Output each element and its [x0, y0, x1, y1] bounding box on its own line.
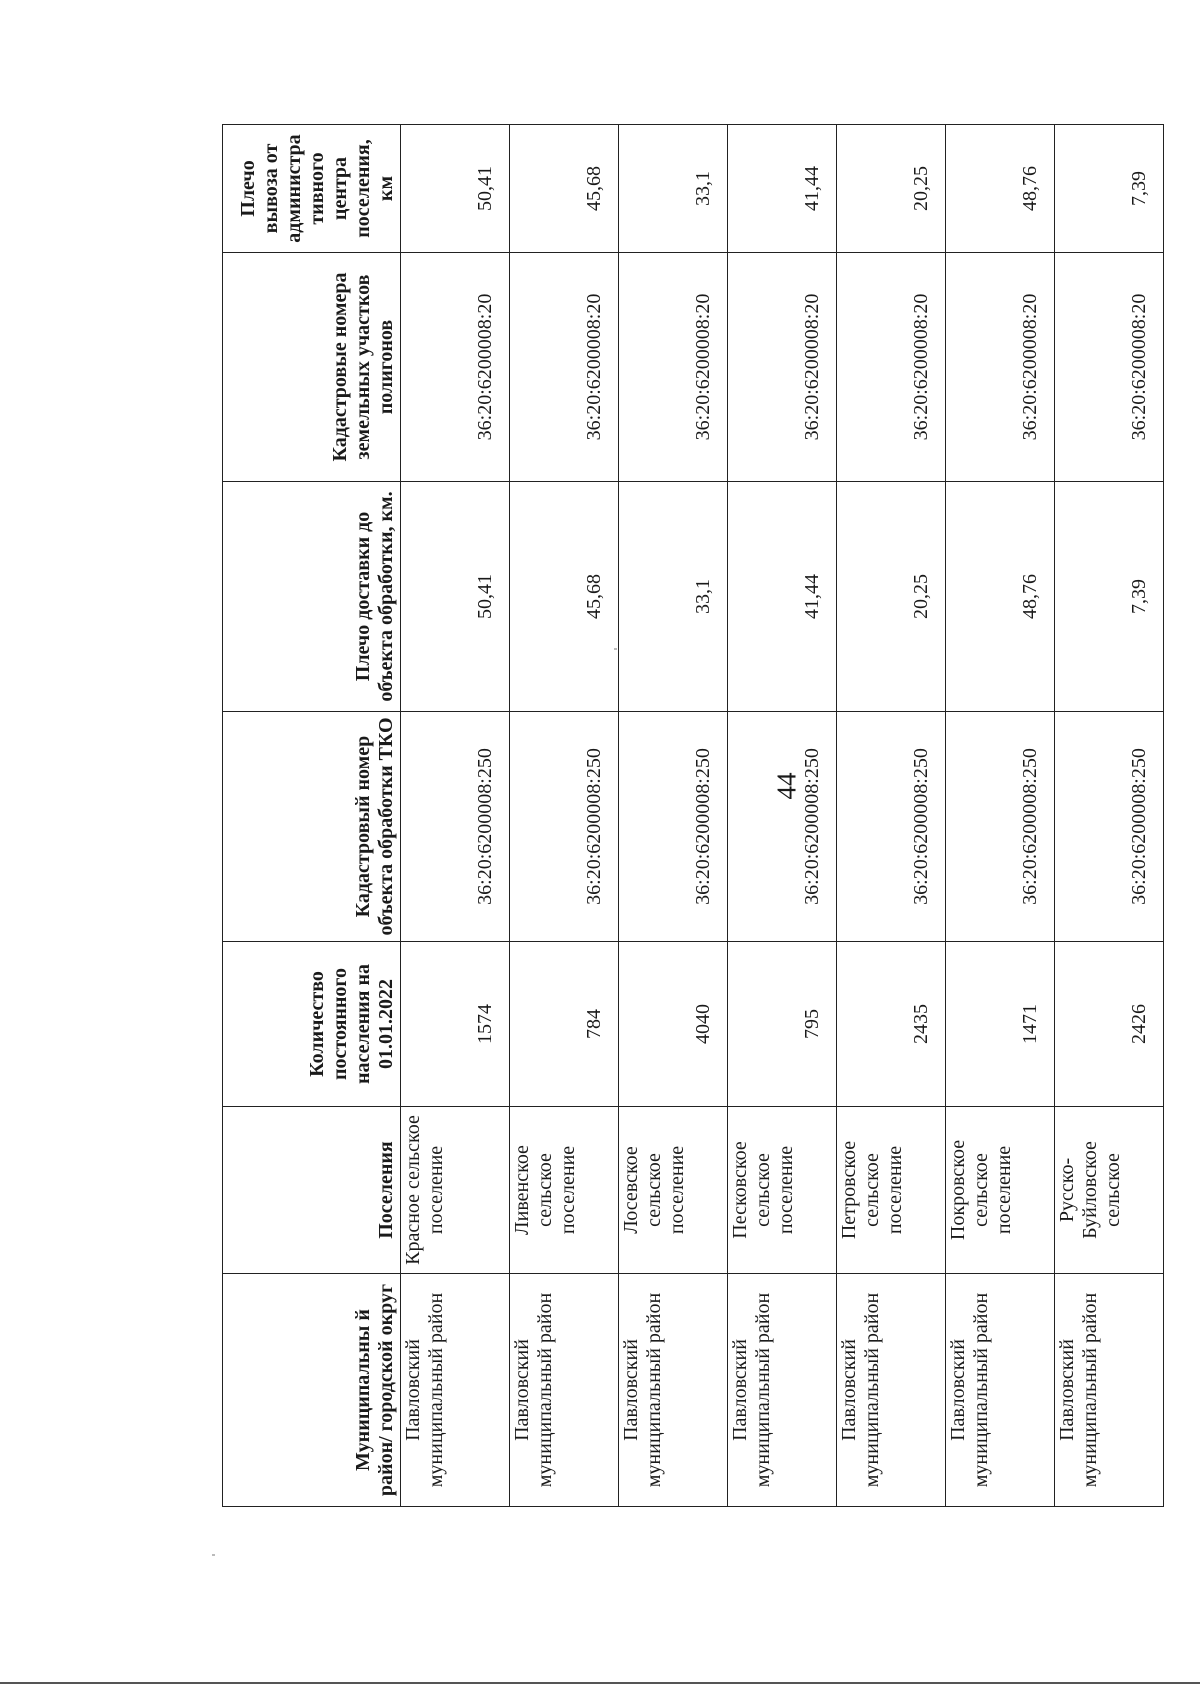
cell-landfill-cadastral: 36:20:6200008:20 — [728, 253, 837, 482]
header-landfill-cadastral: Кадастровые номера земельных участков полигонов — [223, 253, 401, 482]
cell-export-distance: 20,25 — [837, 125, 946, 253]
cell-population: 795 — [728, 942, 837, 1107]
cell-population: 2426 — [1055, 942, 1164, 1107]
cell-landfill-cadastral: 36:20:6200008:20 — [510, 253, 619, 482]
cell-export-distance: 33,1 — [619, 125, 728, 253]
cell-settlement: Песковское сельское поселение — [728, 1107, 837, 1274]
header-delivery-distance: Плечо доставки до объекта обработки, км. — [223, 482, 401, 712]
header-processing-cadastral: Кадастровый номер объекта обработки ТКО — [223, 712, 401, 942]
cell-landfill-cadastral: 36:20:6200008:20 — [837, 253, 946, 482]
table-row — [1055, 125, 1164, 1507]
cell-export-distance: 41,44 — [728, 125, 837, 253]
cell-export-distance: 7,39 — [1055, 125, 1164, 253]
cell-municipality: Павловский муниципальный район — [510, 1274, 619, 1507]
cell-settlement: Русско-Буйловское сельское — [1055, 1107, 1164, 1274]
cell-delivery-distance: 7,39 — [1055, 482, 1164, 712]
cell-municipality: Павловский муниципальный район — [728, 1274, 837, 1507]
cell-landfill-cadastral: 36:20:6200008:20 — [946, 253, 1055, 482]
cell-municipality: Павловский муниципальный район — [946, 1274, 1055, 1507]
cell-processing-cadastral: 36:20:6200008:250 — [510, 712, 619, 942]
table-row — [401, 125, 510, 1507]
cell-landfill-cadastral: 36:20:6200008:20 — [619, 253, 728, 482]
table-row — [837, 125, 946, 1507]
cell-delivery-distance: 45,68 — [510, 482, 619, 712]
cell-processing-cadastral: 36:20:6200008:250 — [946, 712, 1055, 942]
cell-delivery-distance: 48,76 — [946, 482, 1055, 712]
cell-settlement: Лосевское сельское поселение — [619, 1107, 728, 1274]
scan-speck — [614, 648, 617, 650]
cell-population: 2435 — [837, 942, 946, 1107]
cell-processing-cadastral: 36:20:6200008:250 — [1055, 712, 1164, 942]
cell-export-distance: 48,76 — [946, 125, 1055, 253]
header-municipality: Муниципальны й район/ городской округ — [223, 1274, 401, 1507]
cell-population: 1471 — [946, 942, 1055, 1107]
scan-speck — [212, 1554, 215, 1556]
table-row — [946, 125, 1055, 1507]
cell-population: 1574 — [401, 942, 510, 1107]
cell-population: 4040 — [619, 942, 728, 1107]
cell-landfill-cadastral: 36:20:6200008:20 — [401, 253, 510, 482]
scan-edge-line — [0, 1682, 1200, 1684]
table-row — [619, 125, 728, 1507]
cell-export-distance: 50,41 — [401, 125, 510, 253]
table-container — [222, 125, 1150, 1507]
cell-population: 784 — [510, 942, 619, 1107]
cell-processing-cadastral: 36:20:6200008:250 — [728, 712, 837, 942]
cell-delivery-distance: 20,25 — [837, 482, 946, 712]
cell-processing-cadastral: 36:20:6200008:250 — [401, 712, 510, 942]
cell-municipality: Павловский муниципальный район — [401, 1274, 510, 1507]
cell-municipality: Павловский муниципальный район — [619, 1274, 728, 1507]
header-population: Количество постоянного населения на 01.01.2022 — [223, 942, 401, 1107]
cell-delivery-distance: 33,1 — [619, 482, 728, 712]
cell-settlement: Петровское сельское поселение — [837, 1107, 946, 1274]
cell-settlement: Красное сельское поселение — [401, 1107, 510, 1274]
cell-processing-cadastral: 36:20:6200008:250 — [837, 712, 946, 942]
cell-settlement: Ливенское сельское поселение — [510, 1107, 619, 1274]
cell-processing-cadastral: 36:20:6200008:250 — [619, 712, 728, 942]
cell-export-distance: 45,68 — [510, 125, 619, 253]
cell-delivery-distance: 50,41 — [401, 482, 510, 712]
cell-landfill-cadastral: 36:20:6200008:20 — [1055, 253, 1164, 482]
cell-municipality: Павловский муниципальный район — [1055, 1274, 1164, 1507]
table-row — [728, 125, 837, 1507]
page-number: 44 — [771, 772, 802, 800]
cell-delivery-distance: 41,44 — [728, 482, 837, 712]
cell-municipality: Павловский муниципальный район — [837, 1274, 946, 1507]
table-row — [510, 125, 619, 1507]
header-settlement: Поселения — [223, 1107, 401, 1274]
cell-settlement: Покровское сельское поселение — [946, 1107, 1055, 1274]
table-header-row — [223, 125, 401, 1507]
settlements-table — [222, 124, 1164, 1507]
header-export-distance: Плечо вывоза от администра тивного центра поселения, км — [223, 125, 401, 253]
